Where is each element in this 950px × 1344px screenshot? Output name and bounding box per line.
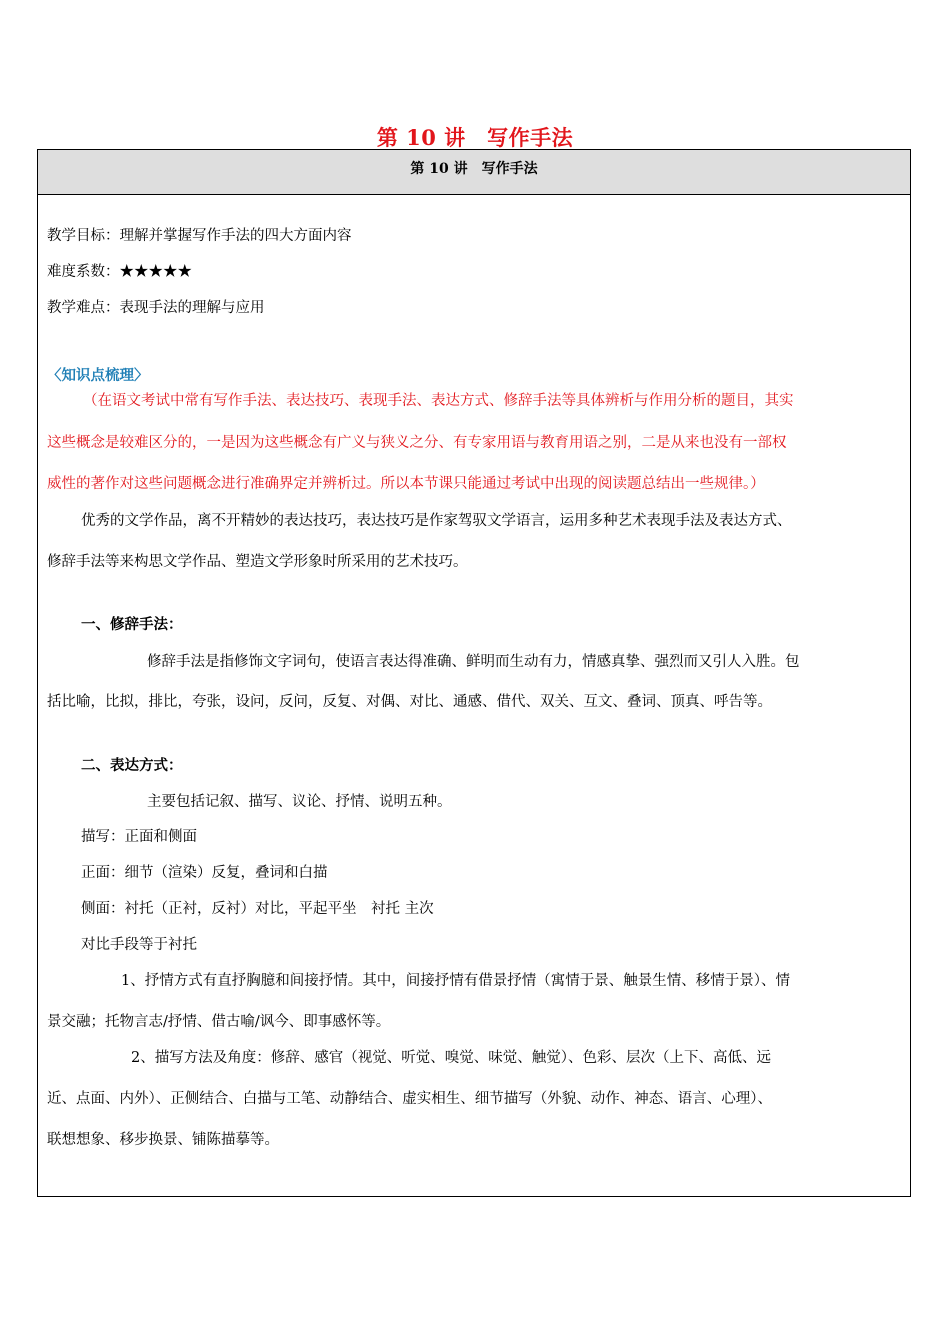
- difficulty-label: 难度系数：: [47, 264, 120, 280]
- item2-line: 2、描写方法及角度：修辞、感官（视觉、听觉、嗅觉、味觉、触觉）、色彩、层次（上下、高低、远: [131, 1050, 771, 1066]
- note-line: 这些概念是较难区分的，一是因为这些概念有广义与狭义之分、有专家用语与教育用语之别，二是从来也没有一部权: [47, 435, 787, 451]
- teaching-goal: 教学目标：理解并掌握写作手法的四大方面内容: [47, 228, 352, 244]
- intro-line: 优秀的文学作品，离不开精妙的表达技巧，表达技巧是作家驾驭文学语言，运用多种艺术表现手法及表达方式、: [81, 513, 792, 529]
- section2-desc: 描写：正面和侧面: [81, 829, 197, 845]
- section2-summary: 主要包括记叙、描写、议论、抒情、说明五种。: [147, 794, 452, 810]
- note-line: （在语文考试中常有写作手法、表达技巧、表现手法、表达方式、修辞手法等具体辨析与作用分析的题目，其实: [83, 393, 794, 409]
- item1-line: 1、抒情方式有直抒胸臆和间接抒情。其中，间接抒情有借景抒情（寓情于景、触景生情、移情于景）、情: [121, 973, 790, 989]
- section1-heading: 一、修辞手法：: [81, 616, 183, 633]
- box-header: 第 10 讲 写作手法: [38, 150, 910, 195]
- teaching-hard-point: 教学难点：表现手法的理解与应用: [47, 300, 265, 316]
- intro-line: 修辞手法等来构思文学作品、塑造文学形象时所采用的艺术技巧。: [47, 554, 468, 570]
- difficulty-row: [47, 260, 192, 281]
- section2-front: 正面：细节（渲染）反复，叠词和白描: [81, 865, 328, 881]
- section1-line: 修辞手法是指修饰文字词句，使语言表达得准确、鲜明而生动有力，情感真挚、强烈而又引人入胜。包: [147, 654, 800, 670]
- note-line: 威性的著作对这些问题概念进行准确界定并辨析过。所以本节课只能通过考试中出现的阅读题总结出一些规律。）: [47, 476, 765, 492]
- section1-line: 括比喻，比拟，排比，夸张，设问，反问，反复、对偶、对比、通感、借代、双关、互文、叠词、顶真、呼告等。: [47, 694, 772, 710]
- item1-line: 景交融；托物言志/抒情、借古喻/讽今、即事感怀等。: [47, 1014, 391, 1030]
- item2-line: 近、点面、内外）、正侧结合、白描与工笔、动静结合、虚实相生、细节描写（外貌、动作、神态、语言、心理）、: [47, 1091, 772, 1107]
- section2-heading: 二、表达方式：: [81, 757, 183, 774]
- knowledge-heading: 〈知识点梳理〉: [47, 367, 149, 384]
- page-title: 第 10 讲 写作手法: [376, 125, 574, 150]
- section2-side: 侧面：衬托（正衬，反衬）对比，平起平坐 衬托 主次: [81, 901, 434, 917]
- difficulty-stars: ★★★★★: [119, 264, 192, 280]
- section2-contrast: 对比手段等于衬托: [81, 937, 197, 953]
- item2-line: 联想想象、移步换景、铺陈描摹等。: [47, 1132, 279, 1148]
